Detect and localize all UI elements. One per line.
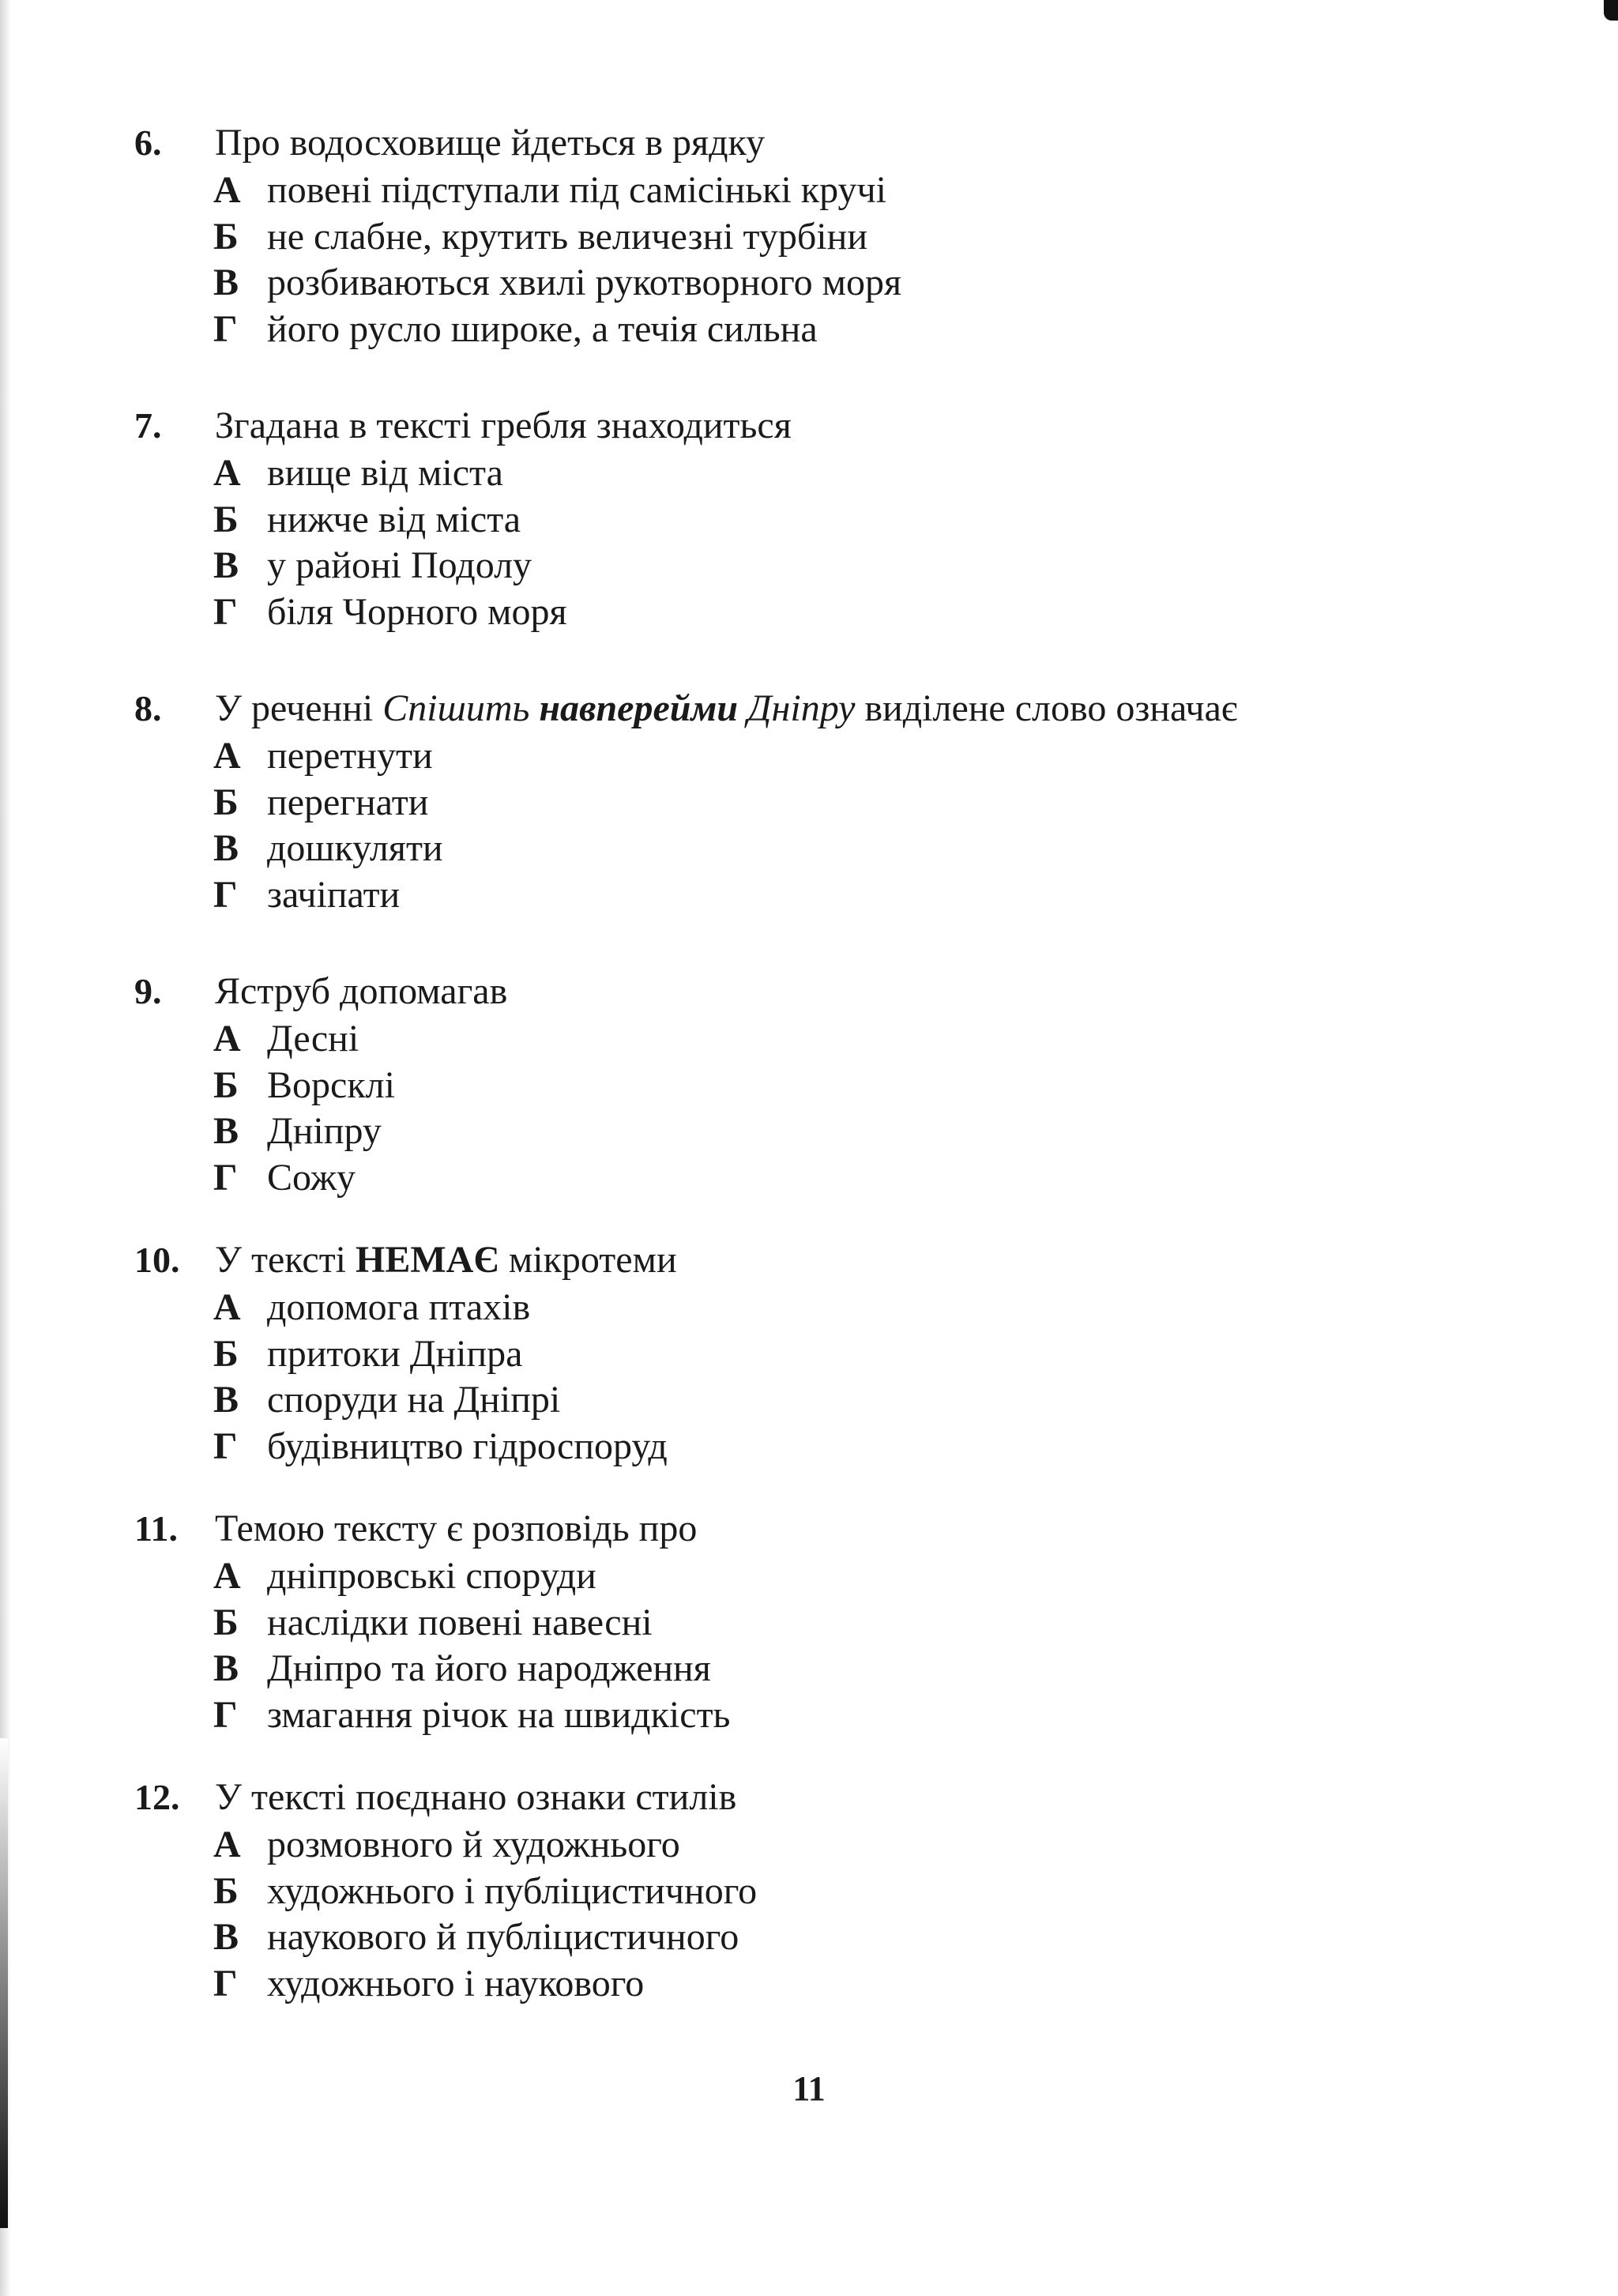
option-letter: В [213, 1110, 239, 1152]
option-letter: Б [213, 215, 239, 258]
option-a[interactable] [134, 1016, 1477, 1063]
option-v[interactable] [134, 1646, 1477, 1692]
option-h[interactable] [134, 1692, 1477, 1739]
option-text: вище від міста [267, 452, 503, 494]
option-text: дніпровські споруди [267, 1555, 596, 1597]
question-8 [134, 684, 1477, 918]
option-h[interactable] [134, 1961, 1477, 2008]
option-h[interactable] [134, 1155, 1477, 1202]
option-letter: В [213, 827, 239, 869]
question-text [215, 1236, 677, 1285]
scan-corner-mark [1604, 0, 1618, 21]
question-number: 8. [134, 688, 162, 728]
option-letter: А [213, 735, 241, 777]
option-a[interactable] [134, 1285, 1477, 1331]
option-letter: Г [213, 1425, 238, 1467]
option-text: художнього і публіцистичного [267, 1869, 758, 1912]
option-v[interactable] [134, 826, 1477, 872]
option-letter: А [213, 452, 241, 494]
option-letter: А [213, 169, 241, 211]
option-letter: В [213, 1379, 239, 1421]
option-a[interactable] [134, 1822, 1477, 1869]
option-letter: Б [213, 1869, 239, 1912]
emphasized-word: НЕМАЄ [356, 1239, 499, 1281]
question-11 [134, 1504, 1477, 1738]
option-b[interactable] [134, 497, 1477, 544]
option-text: повені підступали під самісінькі кручі [267, 169, 886, 211]
option-b[interactable] [134, 1869, 1477, 1915]
option-text: Ворсклі [267, 1063, 395, 1106]
question-text: Про водосховище йдеться в рядку [215, 122, 766, 164]
option-b[interactable] [134, 780, 1477, 826]
scan-left-edge-shadow [0, 1738, 8, 2228]
option-text: притоки Дніпра [267, 1332, 523, 1375]
stem-plain: У реченні [215, 687, 383, 729]
question-12 [134, 1773, 1477, 2007]
question-number: 7. [134, 405, 162, 446]
option-letter: Г [213, 1962, 238, 2004]
question-text: Темою тексту є розповідь про [215, 1507, 698, 1549]
option-text: Дніпру [267, 1110, 382, 1152]
question-text [215, 684, 1237, 733]
option-v[interactable] [134, 260, 1477, 307]
option-letter: Г [213, 307, 238, 350]
question-stem [134, 1236, 1477, 1285]
question-stem [134, 967, 1477, 1016]
option-v[interactable] [134, 1914, 1477, 1961]
question-stem [134, 684, 1477, 733]
option-letter: А [213, 1018, 241, 1060]
option-letter: А [213, 1286, 241, 1328]
option-a[interactable] [134, 1553, 1477, 1600]
option-text: перетнути [267, 735, 433, 777]
option-letter: Б [213, 1332, 239, 1375]
question-text: У тексті поєднано ознаки стилів [215, 1776, 737, 1818]
question-6 [134, 119, 1477, 352]
option-letter: Г [213, 1693, 238, 1736]
question-number: 12. [134, 1777, 180, 1817]
question-9 [134, 967, 1477, 1201]
question-number: 11. [134, 1508, 178, 1549]
option-letter: Б [213, 498, 239, 540]
option-b[interactable] [134, 1063, 1477, 1109]
option-v[interactable] [134, 1108, 1477, 1155]
option-text: його русло широке, а течія сильна [267, 307, 818, 350]
option-h[interactable] [134, 307, 1477, 353]
option-a[interactable] [134, 450, 1477, 497]
question-stem [134, 1504, 1477, 1553]
question-text: Згадана в тексті гребля знаходиться [215, 405, 792, 446]
option-text: розбиваються хвилі рукотворного моря [267, 262, 902, 303]
option-text: художнього і наукового [267, 1962, 645, 2004]
option-text: Десні [267, 1018, 359, 1060]
page-number: 11 [792, 2069, 826, 2108]
question-number: 10. [134, 1240, 180, 1280]
option-a[interactable] [134, 167, 1477, 214]
highlighted-word: навперейми [539, 687, 739, 729]
option-text: не слабне, крутить величезні турбіни [267, 215, 868, 258]
option-letter: Б [213, 781, 239, 823]
option-b[interactable] [134, 214, 1477, 261]
option-letter: Г [213, 1156, 238, 1199]
option-letter: А [213, 1555, 241, 1597]
stem-quote-start: Спішить [382, 687, 540, 729]
option-letter: Г [213, 873, 238, 916]
option-letter: А [213, 1824, 241, 1865]
option-text: допомога птахів [267, 1286, 531, 1328]
question-text: Яструб допомагав [215, 970, 508, 1012]
option-letter: Б [213, 1601, 239, 1643]
stem-plain: У тексті [215, 1239, 356, 1281]
option-text: Дніпро та його народження [267, 1647, 711, 1689]
option-text: нижче від міста [267, 498, 521, 540]
option-text: споруди на Дніпрі [267, 1379, 561, 1421]
option-text: Сожу [267, 1156, 356, 1199]
question-stem [134, 401, 1477, 450]
option-letter: В [213, 1647, 239, 1689]
option-h[interactable] [134, 872, 1477, 919]
option-text: будівництво гідроспоруд [267, 1425, 668, 1467]
option-text: наукового й публіцистичного [267, 1916, 739, 1958]
option-text: перегнати [267, 781, 429, 823]
option-text: зачіпати [267, 873, 401, 916]
option-text: у районі Подолу [267, 544, 532, 586]
option-h[interactable] [134, 589, 1477, 636]
option-v[interactable] [134, 1377, 1477, 1424]
option-letter: Б [213, 1063, 239, 1106]
question-stem [134, 119, 1477, 167]
option-letter: В [213, 544, 239, 586]
question-stem [134, 1773, 1477, 1822]
option-text: дошкуляти [267, 827, 443, 869]
question-number: 9. [134, 971, 162, 1011]
option-v[interactable] [134, 543, 1477, 589]
option-b[interactable] [134, 1331, 1477, 1378]
question-7 [134, 401, 1477, 635]
option-letter: В [213, 262, 239, 303]
stem-quote-end: Дніпру [738, 687, 856, 729]
option-text: біля Чорного моря [267, 590, 567, 633]
option-letter: Г [213, 590, 238, 633]
question-10 [134, 1236, 1477, 1470]
option-text: розмовного й художнього [267, 1824, 680, 1865]
option-a[interactable] [134, 733, 1477, 780]
stem-plain-end: мікротеми [499, 1239, 677, 1281]
option-h[interactable] [134, 1424, 1477, 1470]
option-text: змагання річок на швидкість [267, 1693, 731, 1736]
stem-plain-end: виділене слово означає [855, 687, 1238, 729]
option-text: наслідки повені навесні [267, 1601, 653, 1643]
option-b[interactable] [134, 1600, 1477, 1647]
option-letter: В [213, 1916, 239, 1958]
question-number: 6. [134, 122, 162, 163]
